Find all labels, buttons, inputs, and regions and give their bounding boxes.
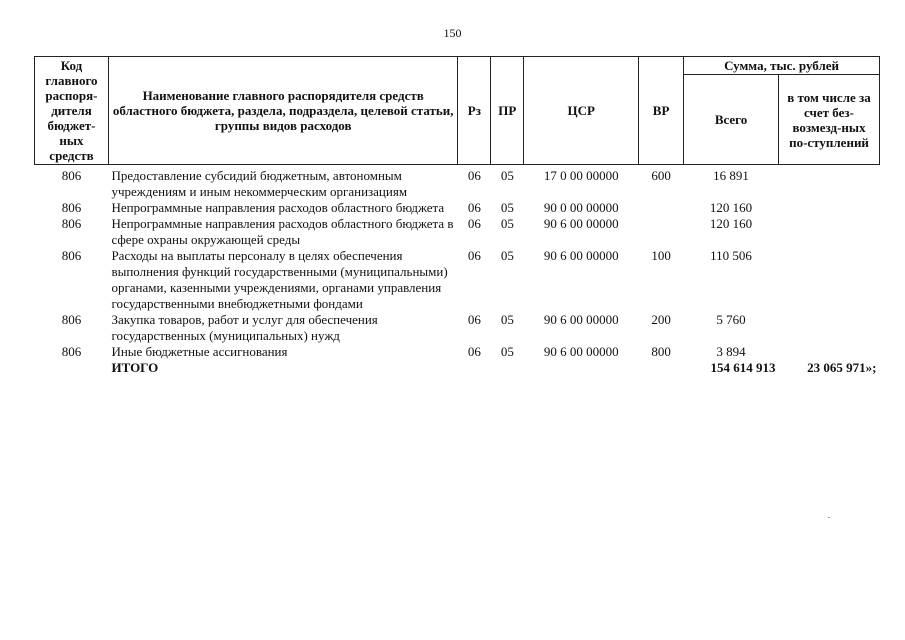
row-vr <box>639 200 684 216</box>
row-code: 806 <box>61 344 82 359</box>
table-body <box>35 165 880 377</box>
header-free: в том числе за счет без-возмезд-ных по-ступлений <box>779 75 880 165</box>
row-vr: 200 <box>651 312 671 327</box>
table-row <box>35 312 880 344</box>
total-free-sum: 23 065 971»; <box>807 360 877 375</box>
total-label: ИТОГО <box>111 360 159 375</box>
header-vr: ВР <box>639 57 684 165</box>
row-pr: 05 <box>500 200 514 215</box>
row-name: Непрограммные направления расходов областного бюджета <box>111 200 445 215</box>
total-sum: 154 614 913 <box>710 360 776 375</box>
row-total: 120 160 <box>709 200 753 215</box>
row-free <box>779 344 880 360</box>
row-name: Иные бюджетные ассигнования <box>111 344 288 359</box>
row-pr: 05 <box>500 216 514 231</box>
row-csr: 90 0 00 00000 <box>543 200 619 215</box>
scan-speck <box>828 517 830 518</box>
header-total: Всего <box>684 75 779 165</box>
table-row <box>35 165 880 201</box>
row-rz: 06 <box>467 248 481 263</box>
row-code: 806 <box>61 200 82 215</box>
header-code: Код главного распоря-дителя бюджет-ных средств <box>35 57 109 165</box>
row-rz: 06 <box>467 312 481 327</box>
row-code: 806 <box>61 248 82 263</box>
row-free <box>779 248 880 312</box>
row-free <box>779 165 880 201</box>
row-csr: 90 6 00 00000 <box>543 216 619 231</box>
row-vr: 100 <box>651 248 671 263</box>
row-name: Расходы на выплаты персоналу в целях обеспечения выполнения функций государственными (муниципальными) органами, казенными учреждениями, органами управления государственными внебюджетными фондами <box>111 248 448 311</box>
row-code: 806 <box>61 168 82 183</box>
row-pr: 05 <box>500 168 514 183</box>
table-row <box>35 200 880 216</box>
row-total: 120 160 <box>709 216 753 231</box>
row-free <box>779 312 880 344</box>
row-csr: 90 6 00 00000 <box>543 344 619 359</box>
row-csr: 90 6 00 00000 <box>543 248 619 263</box>
row-name: Закупка товаров, работ и услуг для обеспечения государственных (муниципальных) нужд <box>111 312 378 343</box>
row-vr: 800 <box>651 344 671 359</box>
row-rz: 06 <box>467 344 481 359</box>
row-total: 110 506 <box>710 248 752 263</box>
row-csr: 17 0 00 00000 <box>543 168 619 183</box>
row-vr: 600 <box>651 168 671 183</box>
row-free <box>779 200 880 216</box>
total-row <box>35 360 880 376</box>
row-total: 5 760 <box>716 312 746 327</box>
row-rz: 06 <box>467 216 481 231</box>
row-total: 3 894 <box>716 344 746 359</box>
header-pr: ПР <box>491 57 524 165</box>
total-row-pr <box>491 360 524 376</box>
row-free <box>779 216 880 248</box>
total-row-rz <box>458 360 491 376</box>
row-name: Непрограммные направления расходов областного бюджета в сфере охраны окружающей среды <box>111 216 454 247</box>
table-header <box>35 57 880 165</box>
row-code: 806 <box>61 312 82 327</box>
row-rz: 06 <box>467 168 481 183</box>
row-pr: 05 <box>500 344 514 359</box>
row-name: Предоставление субсидий бюджетным, автономным учреждениям и иным некоммерческим организациям <box>111 168 408 199</box>
header-name: Наименование главного распорядителя средств областного бюджета, раздела, подраздела, целевой статьи, группы видов расходов <box>108 57 457 165</box>
row-vr <box>639 216 684 248</box>
page-number: 150 <box>443 26 462 40</box>
total-row-csr <box>524 360 639 376</box>
row-code: 806 <box>61 216 82 231</box>
row-total: 16 891 <box>713 168 749 183</box>
row-rz: 06 <box>467 200 481 215</box>
row-pr: 05 <box>500 312 514 327</box>
table-row <box>35 216 880 248</box>
budget-table <box>34 56 880 376</box>
total-row-vr <box>639 360 684 376</box>
header-csr: ЦСР <box>524 57 639 165</box>
total-row-code <box>35 360 109 376</box>
row-pr: 05 <box>500 248 514 263</box>
header-rz: Рз <box>458 57 491 165</box>
header-sum: Сумма, тыс. рублей <box>684 57 880 75</box>
table-row <box>35 344 880 360</box>
table-row <box>35 248 880 312</box>
row-csr: 90 6 00 00000 <box>543 312 619 327</box>
